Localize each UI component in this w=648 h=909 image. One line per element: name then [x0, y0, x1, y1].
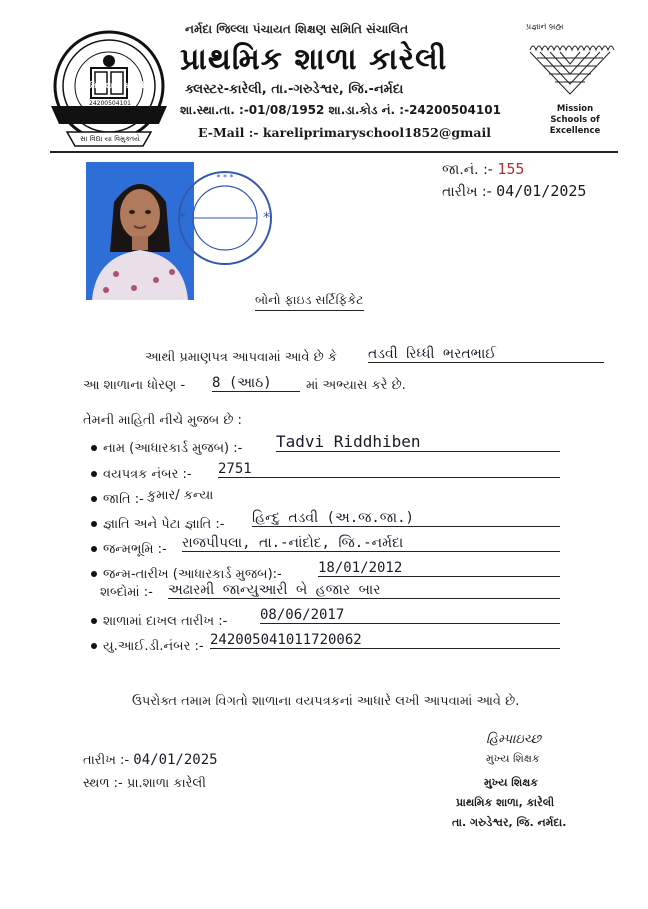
standard-prefix: આ શાળાના ધોરણ -: [83, 378, 186, 393]
bullet-icon: [91, 643, 97, 649]
footer-place-value: પ્રા.શાળા કારેલી: [126, 776, 206, 791]
field-row-admission-date: [91, 610, 227, 629]
mission-emblem-icon: [525, 38, 615, 98]
field-label: જાતિ :-: [103, 492, 144, 507]
svg-text:*: *: [263, 210, 270, 226]
headmaster-signature: હિમ્પાઇચ્છ: [486, 732, 541, 747]
field-value-admission-date: 08/06/2017: [260, 607, 560, 624]
field-label: શાળામાં દાખલ તારીખ :-: [103, 614, 228, 629]
svg-text:* * *: * * *: [216, 173, 234, 182]
outward-number: [442, 160, 524, 178]
seal-bottom-text: સા વિદ્યા યા વિમુક્તયે: [80, 135, 140, 143]
svg-text:*: *: [179, 210, 186, 226]
field-label: જન્મ-તારીખ (આધારકાર્ડ મુજબ):-: [103, 567, 282, 582]
school-name: પ્રાથમિક શાળા કારેલી: [180, 42, 448, 77]
footer-date: [83, 752, 218, 768]
bullet-icon: [91, 445, 97, 451]
motto-tag: પ્રજ્ઞાનં બ્રહ્મ: [526, 22, 564, 31]
field-row-caste: [91, 513, 224, 532]
field-row-dob: [91, 563, 282, 582]
footer-date-label: તારીખ :-: [83, 753, 130, 768]
field-label: વયપત્રક નંબર :-: [103, 467, 192, 482]
signatory-address: તા. ગરુડેશ્વર, જિ. નર્મદા.: [452, 816, 567, 829]
field-value-register-no: 2751: [218, 461, 560, 478]
bullet-icon: [91, 571, 97, 577]
mission-word: Mission: [556, 104, 594, 114]
field-row-birthplace: [91, 538, 167, 557]
registration-line: શા.સ્થા.તા. :-01/08/1952 શા.ડા.કોડ નં. :-24200504101: [180, 103, 501, 117]
field-label: યુ.આઈ.ડી.નંબર :-: [103, 639, 204, 654]
bullet-icon: [91, 521, 97, 527]
footer-place: [83, 776, 206, 791]
intro-text: આથી પ્રમાણપત્ર આપવામાં આવે છે કે: [145, 350, 337, 365]
signatory-school: પ્રાથમિક શાળા, કારેલી: [456, 796, 555, 809]
field-row-register-no: [91, 463, 192, 482]
student-name-gujarati: તડવી રિધ્ધી ભરતભાઈ: [368, 346, 604, 363]
bullet-icon: [91, 471, 97, 477]
school-email: E-Mail :- kareliprimaryschool1852@gmail: [198, 125, 491, 140]
managing-body-line: નર્મદા જિલ્લા પંચાયત શિક્ષણ સમિતિ સંચાલિત: [185, 22, 409, 36]
signatory-title: મુખ્ય શિક્ષક: [484, 776, 539, 789]
field-value-birthplace: રાજપીપલા, તા.-નાંદોદ, જિ.-નર્મદા: [182, 535, 560, 552]
field-label: નામ (આધારકાર્ડ મુજબ) :-: [103, 441, 243, 456]
footer-date-value: 04/01/2025: [133, 752, 218, 768]
mission-subtitle: Schools of Excellence: [549, 115, 601, 136]
signature-designation: મુખ્ય શિક્ષક: [486, 752, 540, 765]
field-label: જ્ઞાતિ અને પેટા જ્ઞાતિ :-: [103, 517, 225, 532]
school-round-stamp: [175, 168, 275, 268]
closing-statement: ઉપરોક્ત તમામ વિગતો શાળાના વયપત્રકનાં આધારે લખી આપવામાં આવે છે.: [132, 694, 520, 709]
footer-place-label: સ્થળ :-: [83, 776, 123, 791]
field-value-uid: 242005041011720062: [210, 632, 560, 649]
bullet-icon: [91, 496, 97, 502]
seal-band-text: પ્રાથમિક શાળા કારેલી: [75, 81, 145, 90]
issue-date-value: 04/01/2025: [496, 182, 587, 200]
field-value-caste: હિન્દુ તડવી (અ.જ.જા.): [252, 510, 560, 527]
standard-suffix: માં અભ્યાસ કરે છે.: [306, 378, 406, 393]
field-value-dob-words: અઢારમી જાન્યુઆરી બે હજાર બાર: [168, 582, 560, 599]
mission-label: [530, 104, 620, 137]
issue-date-label: તારીખ :-: [442, 184, 492, 200]
cluster-line: ક્લસ્ટર-કારેલી, તા.-ગરુડેશ્વર, જિ.-નર્મદા: [185, 82, 404, 97]
certificate-title: બોનો ફાઇડ સર્ટિફિકેટ: [255, 292, 364, 311]
field-value-name: Tadvi Riddhiben: [276, 432, 560, 452]
header-divider: [50, 151, 618, 153]
bullet-icon: [91, 546, 97, 552]
field-row-gender: [91, 488, 144, 507]
info-heading: તેમની માહિતી નીચે મુજબ છે :: [83, 413, 242, 428]
field-row-uid: [91, 635, 204, 654]
field-label: જન્મભૂમિ :-: [103, 542, 167, 557]
bullet-icon: [91, 618, 97, 624]
field-value-dob: 18/01/2012: [318, 560, 560, 577]
field-row-name: [91, 437, 242, 456]
outward-number-label: જા.નં. :-: [442, 162, 493, 178]
outward-number-value: 155: [497, 160, 525, 178]
field-label-in-words: શબ્દોમાં :-: [100, 585, 153, 600]
standard-value: 8 (આઠ): [212, 375, 300, 392]
seal-code: 24200504101: [89, 100, 131, 107]
field-value-gender: કુમાર/ કન્યા: [147, 488, 214, 503]
issue-date: [442, 182, 586, 200]
